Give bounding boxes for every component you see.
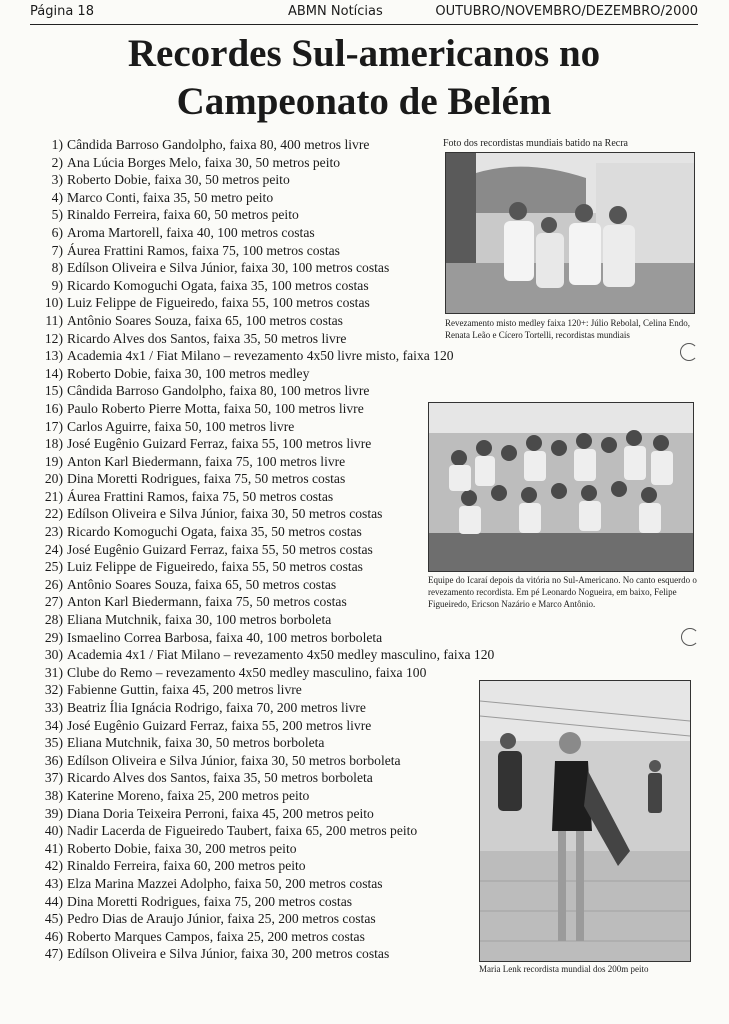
record-text: José Eugênio Guizard Ferraz, faixa 55, 50 metros costas <box>67 541 373 557</box>
photo2-caption: Equipe do Icaraí depois da vitória no Sul-Americano. No canto esquerdo o revezamento recordista. Em pé Leonardo Nogueira, em baixo, Felipe Figueiredo, Ericson Nazário e Marco Antônio. <box>428 575 697 609</box>
record-text: Aroma Martorell, faixa 40, 100 metros costas <box>67 224 315 240</box>
record-text: Ana Lúcia Borges Melo, faixa 30, 50 metros peito <box>67 154 341 170</box>
maria-lenk-photo <box>479 680 691 962</box>
record-number: 25) <box>44 559 63 575</box>
record-number: 40) <box>44 823 63 839</box>
record-number: 44) <box>44 893 63 909</box>
record-number: 28) <box>44 612 63 628</box>
page-header <box>30 4 698 24</box>
record-number: 1) <box>51 137 63 152</box>
record-text: Fabienne Guttin, faixa 45, 200 metros livre <box>67 682 302 698</box>
record-number: 14) <box>44 365 63 381</box>
record-text: Katerine Moreno, faixa 25, 200 metros peito <box>67 787 310 803</box>
title-line-2: Campeonato de Belém <box>176 80 552 123</box>
record-text: Edílson Oliveira e Silva Júnior, faixa 30, 50 metros borboleta <box>67 752 401 768</box>
photo1-caption: Revezamento misto medley faixa 120+: Júlio Rebolal, Celina Endo, Renata Leão e Cícero Tortelli, recordistas mundiais <box>445 318 691 340</box>
record-item <box>42 365 602 383</box>
record-item <box>42 382 602 400</box>
page-number: Página 18 <box>30 4 94 19</box>
icarai-team-photo <box>428 402 694 572</box>
record-text: Áurea Frattini Ramos, faixa 75, 50 metros costas <box>67 488 334 504</box>
record-text: Eliana Mutchnik, faixa 30, 100 metros borboleta <box>67 612 332 628</box>
record-text: Roberto Dobie, faixa 30, 100 metros medley <box>67 365 310 381</box>
record-text: Elza Marina Mazzei Adolpho, faixa 50, 200 metros costas <box>67 875 383 891</box>
record-number: 47) <box>44 946 63 962</box>
record-number: 15) <box>44 383 63 399</box>
record-item <box>42 629 602 647</box>
record-number: 12) <box>44 330 63 346</box>
record-number: 22) <box>44 506 63 522</box>
record-text: Nadir Lacerda de Figueiredo Taubert, faixa 65, 200 metros peito <box>67 823 418 839</box>
record-number: 13) <box>44 348 63 364</box>
record-text: Luiz Felippe de Figueiredo, faixa 55, 100 metros costas <box>67 295 370 311</box>
record-text: Ismaelino Correa Barbosa, faixa 40, 100 metros borboleta <box>67 629 383 645</box>
record-item <box>42 611 602 629</box>
record-text: Ricardo Komoguchi Ogata, faixa 35, 100 metros costas <box>67 277 369 293</box>
record-number: 46) <box>44 928 63 944</box>
record-number: 35) <box>44 735 63 751</box>
record-text: Paulo Roberto Pierre Motta, faixa 50, 100 metros livre <box>67 400 364 416</box>
recordists-photo <box>445 152 695 314</box>
record-text: Carlos Aguirre, faixa 50, 100 metros livre <box>67 418 295 434</box>
record-number: 18) <box>44 436 63 452</box>
record-text: Anton Karl Biedermann, faixa 75, 100 metros livre <box>67 453 346 469</box>
record-text: Eliana Mutchnik, faixa 30, 50 metros borboleta <box>67 735 325 751</box>
record-number: 16) <box>44 400 63 416</box>
record-text: Ricardo Alves dos Santos, faixa 35, 50 metros livre <box>67 330 347 346</box>
record-number: 2) <box>51 154 63 170</box>
record-text: Ricardo Alves dos Santos, faixa 35, 50 metros borboleta <box>67 770 373 786</box>
record-number: 5) <box>51 207 63 223</box>
record-number: 29) <box>44 629 63 645</box>
record-number: 11) <box>45 312 63 328</box>
record-number: 42) <box>44 858 63 874</box>
record-number: 24) <box>44 541 63 557</box>
record-number: 9) <box>51 277 63 293</box>
record-text: Beatriz Ília Ignácia Rodrigo, faixa 70, 200 metros livre <box>67 700 366 715</box>
record-text: Cândida Barroso Gandolpho, faixa 80, 400 metros livre <box>67 137 370 152</box>
record-text: Academia 4x1 / Fiat Milano – revezamento 4x50 medley masculino, faixa 120 <box>67 647 495 663</box>
record-text: Clube do Remo – revezamento 4x50 medley masculino, faixa 100 <box>67 664 427 680</box>
record-number: 3) <box>51 172 63 188</box>
record-text: Marco Conti, faixa 35, 50 metro peito <box>67 189 274 205</box>
record-number: 37) <box>44 770 63 786</box>
photo1-top-caption: Foto dos recordistas mundiais batido na Recra <box>443 138 628 149</box>
record-text: Ricardo Komoguchi Ogata, faixa 35, 50 metros costas <box>67 524 362 540</box>
record-text: Roberto Dobie, faixa 30, 200 metros peito <box>67 840 297 856</box>
record-number: 23) <box>44 524 63 540</box>
record-number: 26) <box>44 576 63 592</box>
record-text: Dina Moretti Rodrigues, faixa 75, 50 metros costas <box>67 471 346 487</box>
record-text: Dina Moretti Rodrigues, faixa 75, 200 metros costas <box>67 893 353 909</box>
record-number: 4) <box>51 189 63 205</box>
record-text: Edílson Oliveira e Silva Júnior, faixa 30, 200 metros costas <box>67 946 390 962</box>
record-number: 33) <box>44 700 63 715</box>
record-text: Rinaldo Ferreira, faixa 60, 50 metros peito <box>67 207 299 223</box>
record-text: Antônio Soares Souza, faixa 65, 50 metros costas <box>67 576 337 592</box>
record-number: 31) <box>44 664 63 680</box>
record-text: Cândida Barroso Gandolpho, faixa 80, 100 metros livre <box>67 383 370 399</box>
record-text: Anton Karl Biedermann, faixa 75, 50 metros costas <box>67 594 347 610</box>
record-text: Roberto Marques Campos, faixa 25, 200 metros costas <box>67 928 365 944</box>
record-text: Edílson Oliveira e Silva Júnior, faixa 30, 50 metros costas <box>67 506 383 522</box>
record-item <box>42 646 602 664</box>
binder-hole <box>680 343 698 361</box>
record-item <box>42 664 602 682</box>
publication-name: ABMN Notícias <box>288 4 383 19</box>
record-number: 8) <box>51 260 63 276</box>
record-number: 6) <box>51 224 63 240</box>
record-number: 19) <box>44 453 63 469</box>
title-line-1: Recordes Sul-americanos no <box>127 32 601 75</box>
record-text: Pedro Dias de Araujo Júnior, faixa 25, 200 metros costas <box>67 911 376 927</box>
record-number: 43) <box>44 875 63 891</box>
record-text: Antônio Soares Souza, faixa 65, 100 metros costas <box>67 312 343 328</box>
record-text: Academia 4x1 / Fiat Milano – revezamento 4x50 livre misto, faixa 120 <box>67 348 454 364</box>
binder-hole <box>681 628 699 646</box>
record-number: 36) <box>44 752 63 768</box>
record-text: Diana Doria Teixeira Perroni, faixa 45, 200 metros peito <box>67 805 374 821</box>
record-number: 27) <box>44 594 63 610</box>
record-number: 32) <box>44 682 63 698</box>
header-rule <box>30 24 698 25</box>
record-text: Rinaldo Ferreira, faixa 60, 200 metros peito <box>67 858 306 874</box>
record-text: José Eugênio Guizard Ferraz, faixa 55, 100 metros livre <box>67 436 372 452</box>
record-number: 39) <box>44 805 63 821</box>
record-number: 45) <box>44 911 63 927</box>
record-number: 21) <box>44 488 63 504</box>
article-title <box>30 30 698 126</box>
record-number: 20) <box>44 471 63 487</box>
record-number: 41) <box>44 840 63 856</box>
record-number: 17) <box>44 418 63 434</box>
record-text: Áurea Frattini Ramos, faixa 75, 100 metros costas <box>67 242 340 258</box>
issue-date: OUTUBRO/NOVEMBRO/DEZEMBRO/2000 <box>435 4 698 19</box>
photo3-caption: Maria Lenk recordista mundial dos 200m peito <box>479 964 649 974</box>
record-number: 10) <box>44 295 63 311</box>
record-item <box>42 347 602 365</box>
record-text: Luiz Felippe de Figueiredo, faixa 55, 50 metros costas <box>67 559 363 575</box>
record-text: Edílson Oliveira e Silva Júnior, faixa 30, 100 metros costas <box>67 260 390 276</box>
record-number: 34) <box>44 717 63 733</box>
record-text: Roberto Dobie, faixa 30, 50 metros peito <box>67 172 290 188</box>
record-number: 30) <box>44 647 63 663</box>
record-number: 38) <box>44 787 63 803</box>
record-number: 7) <box>51 242 63 258</box>
record-text: José Eugênio Guizard Ferraz, faixa 55, 200 metros livre <box>67 717 372 733</box>
